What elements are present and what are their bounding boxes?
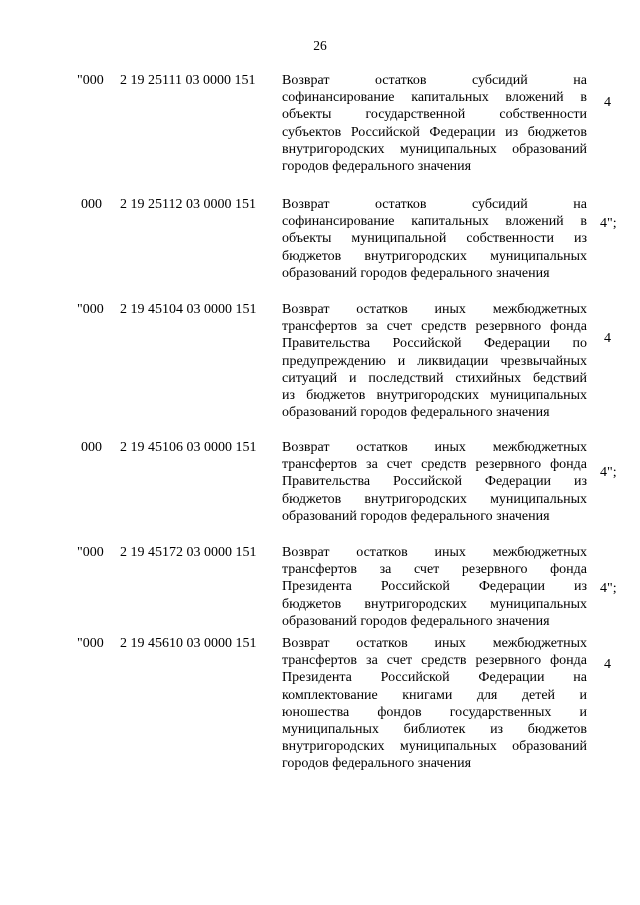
row-marker: 4: [604, 331, 611, 346]
description-line: Президента Российской Федерации на: [282, 670, 587, 686]
row-description: [282, 72, 587, 175]
description-line: Возврат остатков иных межбюджетных: [282, 636, 587, 651]
row-description: [282, 635, 587, 773]
description-line: предупреждению и ликвидации чрезвычайных: [282, 353, 587, 369]
budget-code: 2 19 45106 03 0000 151: [120, 440, 257, 455]
description-line: бюджетов внутригородских муниципальных: [282, 491, 587, 507]
description-line: объекты государственной собственности: [282, 107, 587, 123]
row-description: [282, 301, 587, 421]
description-line: из бюджетов внутригородских муниципальных: [282, 388, 587, 404]
description-line: Возврат остатков субсидий на: [282, 73, 587, 88]
description-line: внутригородских муниципальных образований: [282, 739, 587, 755]
description-line: городов федерального значения: [282, 159, 472, 175]
description-line: софинансирование капитальных вложений в: [282, 90, 587, 106]
row-description: [282, 439, 587, 525]
description-line: ситуаций и последствий стихийных бедствий: [282, 370, 587, 386]
description-line: Президента Российской Федерации из: [282, 579, 587, 595]
description-line: трансфертов за счет резервного фонда: [282, 562, 587, 578]
description-line: софинансирование капитальных вложений в: [282, 214, 587, 230]
description-line: трансфертов за счет средств резервного фонда: [282, 653, 587, 669]
row-marker: 4";: [600, 581, 617, 596]
description-line: трансфертов за счет средств резервного фонда: [282, 457, 587, 473]
budget-code: 2 19 45104 03 0000 151: [120, 302, 257, 317]
description-line: муниципальных библиотек из бюджетов: [282, 722, 587, 738]
budget-code: 2 19 25111 03 0000 151: [120, 73, 256, 88]
row-description: [282, 196, 587, 282]
row-prefix: 000: [81, 197, 102, 212]
description-line: образований городов федерального значения: [282, 405, 550, 421]
description-line: образований городов федерального значения: [282, 265, 550, 281]
row-prefix: "000: [77, 636, 104, 651]
page-number: 26: [313, 38, 327, 53]
description-line: субъектов Российской Федерации из бюджетов: [282, 124, 587, 140]
row-prefix: "000: [77, 545, 104, 560]
description-line: образований городов федерального значения: [282, 508, 550, 524]
description-line: Возврат остатков иных межбюджетных: [282, 545, 587, 560]
budget-code: 2 19 45610 03 0000 151: [120, 636, 257, 651]
budget-code: 2 19 45172 03 0000 151: [120, 545, 257, 560]
description-line: Возврат остатков иных межбюджетных: [282, 302, 587, 317]
description-line: Правительства Российской Федерации из: [282, 474, 587, 490]
description-line: бюджетов внутригородских муниципальных: [282, 596, 587, 612]
description-line: объекты муниципальной собственности из: [282, 231, 587, 247]
row-marker: 4";: [600, 216, 617, 231]
row-marker: 4";: [600, 465, 617, 480]
row-marker: 4: [604, 95, 611, 110]
description-line: образований городов федерального значения: [282, 613, 550, 629]
description-line: бюджетов внутригородских муниципальных: [282, 248, 587, 264]
description-line: трансфертов за счет средств резервного фонда: [282, 319, 587, 335]
budget-code: 2 19 25112 03 0000 151: [120, 197, 256, 212]
description-line: городов федерального значения: [282, 756, 472, 772]
description-line: комплектование книгами для детей и: [282, 687, 587, 703]
description-line: Возврат остатков иных межбюджетных: [282, 440, 587, 455]
row-prefix: 000: [81, 440, 102, 455]
row-prefix: "000: [77, 73, 104, 88]
row-description: [282, 544, 587, 630]
description-line: юношества фондов государственных и: [282, 704, 587, 720]
description-line: внутригородских муниципальных образований: [282, 141, 587, 157]
description-line: Возврат остатков субсидий на: [282, 197, 587, 212]
row-marker: 4: [604, 657, 611, 672]
description-line: Правительства Российской Федерации по: [282, 336, 587, 352]
row-prefix: "000: [77, 302, 104, 317]
